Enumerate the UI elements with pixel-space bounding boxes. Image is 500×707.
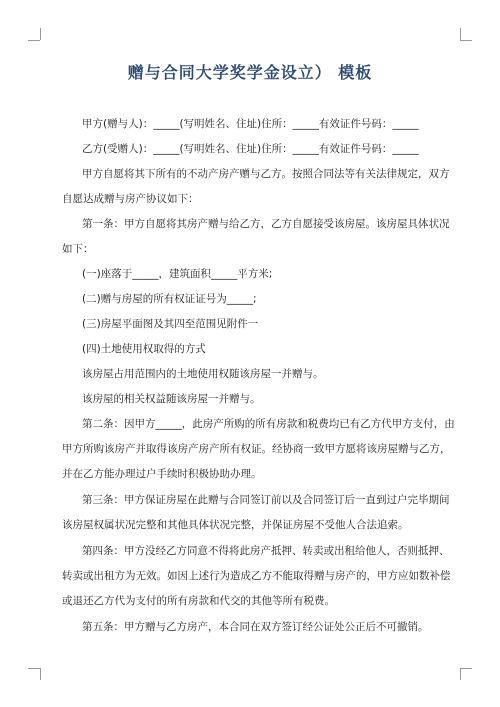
- article-1-line-2: 如下：: [62, 243, 94, 255]
- article-2-line-1: 第二条：因甲方_____，此房产所购的所有房款和税费均已有乙方代甲方支付，由: [82, 418, 455, 430]
- crop-mark-top-left: [28, 40, 40, 41]
- crop-mark-top-left: [40, 28, 41, 40]
- crop-mark-top-right: [460, 40, 472, 41]
- crop-mark-top-right: [460, 28, 461, 40]
- document-title: 赠与合同大学奖学金设立） 模板: [127, 63, 373, 82]
- article-3-line-1: 第三条：甲方保证房屋在此赠与合同签订前以及合同签订后一直到过户完毕期间: [82, 494, 450, 506]
- party-a-line: 甲方(赠与人)：_____(写明姓名、住址)住所：_____有效证件号码：_____: [82, 118, 419, 130]
- crop-mark-bottom-right: [460, 668, 461, 680]
- crop-mark-bottom-right: [460, 668, 472, 669]
- article-2-line-3: 并在乙方能办理过户手续时积极协助办理。: [62, 468, 262, 480]
- crop-mark-bottom-left: [40, 668, 41, 680]
- article-2-line-2: 甲方所购该房产并取得该房产房产所有权证。经协商一致甲方愿将该房屋赠与乙方，: [62, 443, 451, 455]
- intro-paragraph-line-1: 甲方自愿将其下所有的不动产房产赠与乙方。按照合同法等有关法律规定，双方: [82, 168, 450, 180]
- rights-statement: 该房屋的相关权益随该房屋一并赠与。: [82, 393, 261, 405]
- party-b-line: 乙方(受赠人)：_____(写明姓名、住址)住所：_____有效证件号码：_____: [82, 143, 419, 155]
- article-4-line-2: 转卖或出租方为无效。如因上述行为造成乙方不能取得赠与房产的，甲方应如数补偿: [62, 570, 451, 582]
- article-1-item-3: (三)房屋平面图及其四至范围见附件一: [82, 318, 259, 330]
- intro-paragraph-line-2: 自愿达成赠与房产协议如下：: [62, 193, 199, 205]
- article-1-item-1: (一)座落于_____，建筑面积_____平方米;: [82, 268, 273, 280]
- land-use-statement: 该房屋占用范围内的土地使用权随该房屋一并赠与。: [82, 368, 324, 380]
- article-1-item-4: (四)土地使用权取得的方式: [82, 343, 206, 355]
- article-1-line-1: 第一条：甲方自愿将其房产赠与给乙方，乙方自愿接受该房屋。该房屋具体状况: [82, 218, 450, 230]
- article-4-line-1: 第四条：甲方没经乙方同意不得将此房产抵押、转卖或出租给他人，否则抵押、: [82, 545, 450, 557]
- crop-mark-bottom-left: [28, 668, 40, 669]
- article-5-line-1: 第五条：甲方赠与乙方房产，本合同在双方签订经公证处公正后不可撤销。: [82, 621, 429, 633]
- article-4-line-3: 或退还乙方代为支付的所有房款和代交的其他等所有税费。: [62, 595, 335, 607]
- article-3-line-2: 该房屋权属状况完整和其他具体状况完整，并保证房屋不受他人合法追索。: [62, 519, 409, 531]
- article-1-item-2: (二)赠与房屋的所有权证证号为_____;: [82, 293, 257, 305]
